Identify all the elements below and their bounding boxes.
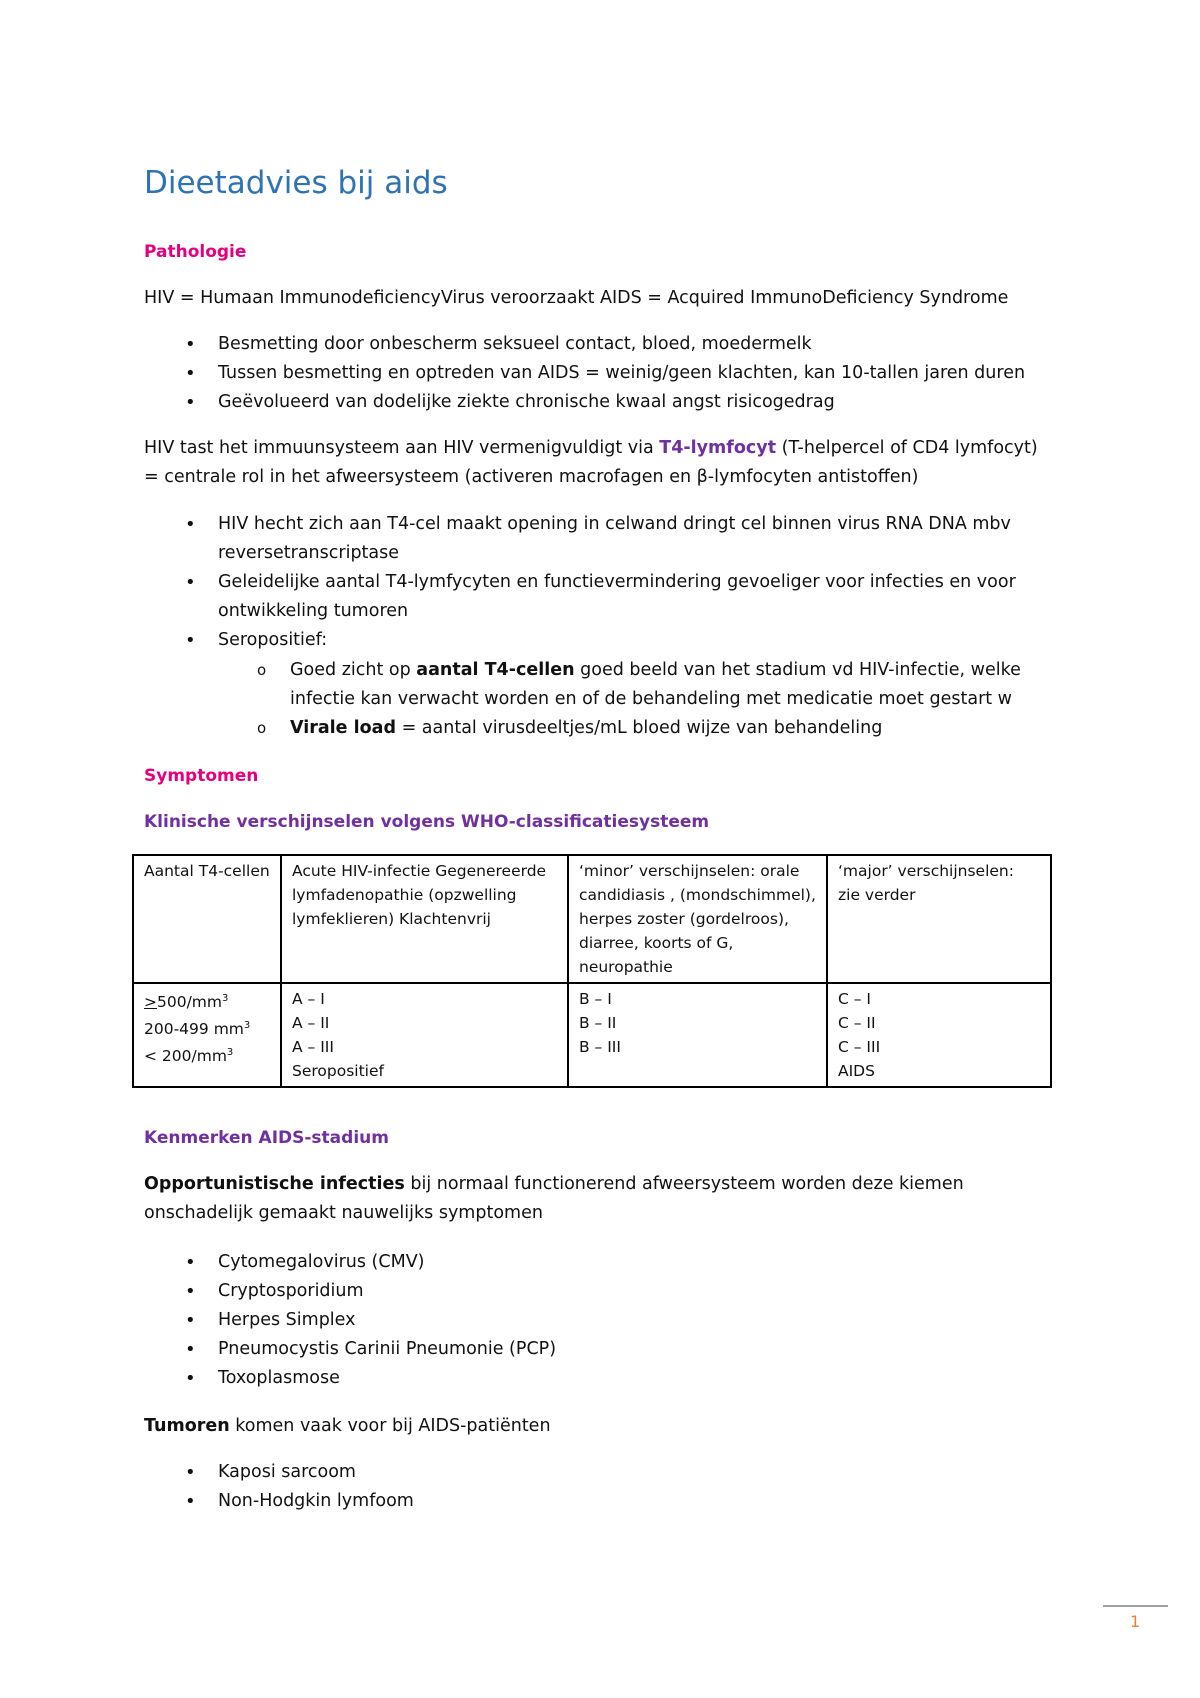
pathologie-bullets-2 (144, 510, 1084, 655)
stage-label: A – II (292, 1014, 330, 1032)
heading-kenmerken: Kenmerken AIDS-stadium (144, 1128, 389, 1148)
list-item: • Pneumocystis Carinii Pneumonie (PCP) (144, 1335, 1064, 1364)
pathologie-intro: HIV = Humaan ImmunodeficiencyVirus veroorzaakt AIDS = Acquired ImmunoDeficiency Syndrome (144, 288, 1009, 308)
stage-label: B – II (579, 1014, 617, 1032)
para2-text: HIV tast het immuunsysteem aan HIV vermenigvuldigt via (144, 438, 660, 458)
heading-who: Klinische verschijnselen volgens WHO-classificatiesysteem (144, 812, 710, 832)
list-item (144, 656, 1064, 714)
who-classification-table (132, 854, 1052, 1088)
table-cell: ‘major’ verschijnselen: zie verder (827, 855, 1051, 983)
footer-divider (1103, 1605, 1168, 1607)
sub2-text: = aantal virusdeeltjes/mL bloed wijze van behandeling (396, 718, 883, 738)
list-item: • Besmetting door onbescherm seksueel contact, bloed, moedermelk (144, 330, 1064, 359)
list-item: • Kaposi sarcoom (144, 1458, 1064, 1487)
sub1-text: Goed zicht op (290, 660, 417, 680)
tumoren-text: komen vaak voor bij AIDS-patiënten (229, 1416, 551, 1436)
sub1-text-end: goed beeld van het stadium vd HIV-infectie, welke infectie kan verwacht worden en of de behandeling met medicatie moet gestart w (290, 660, 1021, 709)
list-item (144, 714, 1064, 743)
opportunistic-paragraph (144, 1170, 1024, 1228)
tumoren-list (144, 1458, 1064, 1516)
list-item: • Tussen besmetting en optreden van AIDS = weinig/geen klachten, kan 10-tallen jaren duren (144, 359, 1064, 388)
count-value: 200-499 mm (144, 1020, 244, 1039)
stage-label: Seropositief (292, 1062, 384, 1080)
count-row (144, 1014, 270, 1041)
count-row: $>500/mm^3$ (144, 993, 229, 1012)
superscript: 3 (243, 1020, 251, 1032)
list-item: • HIV hecht zich aan T4-cel maakt opening in celwand dringt cel binnen virus RNA DNA mbv reversetranscriptase (144, 510, 1084, 568)
stage-label: B – III (579, 1038, 621, 1056)
table-cell: Aantal T4-cellen (133, 855, 281, 983)
count-row (144, 1041, 270, 1068)
pathologie-bullets (144, 330, 1064, 417)
table-cell (133, 983, 281, 1087)
stage-label: C – III (838, 1038, 881, 1056)
t4-lymfocyt-highlight: T4-lymfocyt (659, 438, 777, 458)
opportunistic-text: bij normaal functionerend afweersysteem worden deze kiemen onschadelijk gemaakt nauwelijks symptomen (144, 1174, 964, 1223)
table-cell (827, 983, 1051, 1087)
list-item: • Seropositief: (144, 626, 1084, 655)
stage-label: A – III (292, 1038, 334, 1056)
page-number: 1 (1130, 1612, 1141, 1631)
table-cell (281, 983, 568, 1087)
count-value: < 200/mm (144, 1047, 227, 1066)
stage-label: AIDS (838, 1062, 875, 1080)
table-row (133, 983, 1051, 1087)
superscript: 3 (226, 1047, 234, 1059)
sub1-bold: aantal T4-cellen (416, 660, 575, 680)
seropositief-sublist (144, 656, 1064, 743)
list-item: • Cytomegalovirus (CMV) (144, 1248, 1064, 1277)
list-item: • Geëvolueerd van dodelijke ziekte chronische kwaal angst risicogedrag (144, 388, 1064, 417)
count-label: 500/mm (157, 993, 223, 1012)
heading-symptomen: Symptomen (144, 766, 259, 786)
stage-label: B – I (579, 990, 612, 1008)
tumoren-paragraph (144, 1412, 1064, 1441)
stage-label: C – II (838, 1014, 876, 1032)
table-cell: Acute HIV-infectie Gegenereerde lymfadenopathie (opzwelling lymfeklieren) Klachtenvrij (281, 855, 568, 983)
stage-label: A – I (292, 990, 325, 1008)
para2-text-end: (T-helpercel of CD4 lymfocyt) (776, 438, 1038, 458)
table-cell (568, 983, 827, 1087)
para2-line2: = centrale rol in het afweersysteem (activeren macrofagen en β-lymfocyten antistoffen) (144, 467, 919, 487)
pathologie-paragraph-2 (144, 434, 1064, 492)
opportunistic-bold: Opportunistische infecties (144, 1174, 405, 1194)
list-item: • Herpes Simplex (144, 1306, 1064, 1335)
page-title: Dieetadvies bij aids (144, 165, 448, 201)
list-item: • Cryptosporidium (144, 1277, 1064, 1306)
list-item: • Toxoplasmose (144, 1364, 1064, 1393)
opportunistic-list (144, 1248, 1064, 1393)
table-row (133, 855, 1051, 983)
tumoren-bold: Tumoren (144, 1416, 230, 1436)
list-item: • Geleidelijke aantal T4-lymfycyten en functievermindering gevoeliger voor infecties en voor ontwikkeling tumoren (144, 568, 1084, 626)
table-cell: ‘minor’ verschijnselen: orale candidiasis , (mondschimmel), herpes zoster (gordelroos), diarree, koorts of G, neuropathie (568, 855, 827, 983)
sub2-bold: Virale load (290, 718, 396, 738)
superscript: 3 (222, 993, 229, 1004)
list-item: • Non-Hodgkin lymfoom (144, 1487, 1064, 1516)
stage-label: C – I (838, 990, 871, 1008)
heading-pathologie: Pathologie (144, 242, 247, 262)
